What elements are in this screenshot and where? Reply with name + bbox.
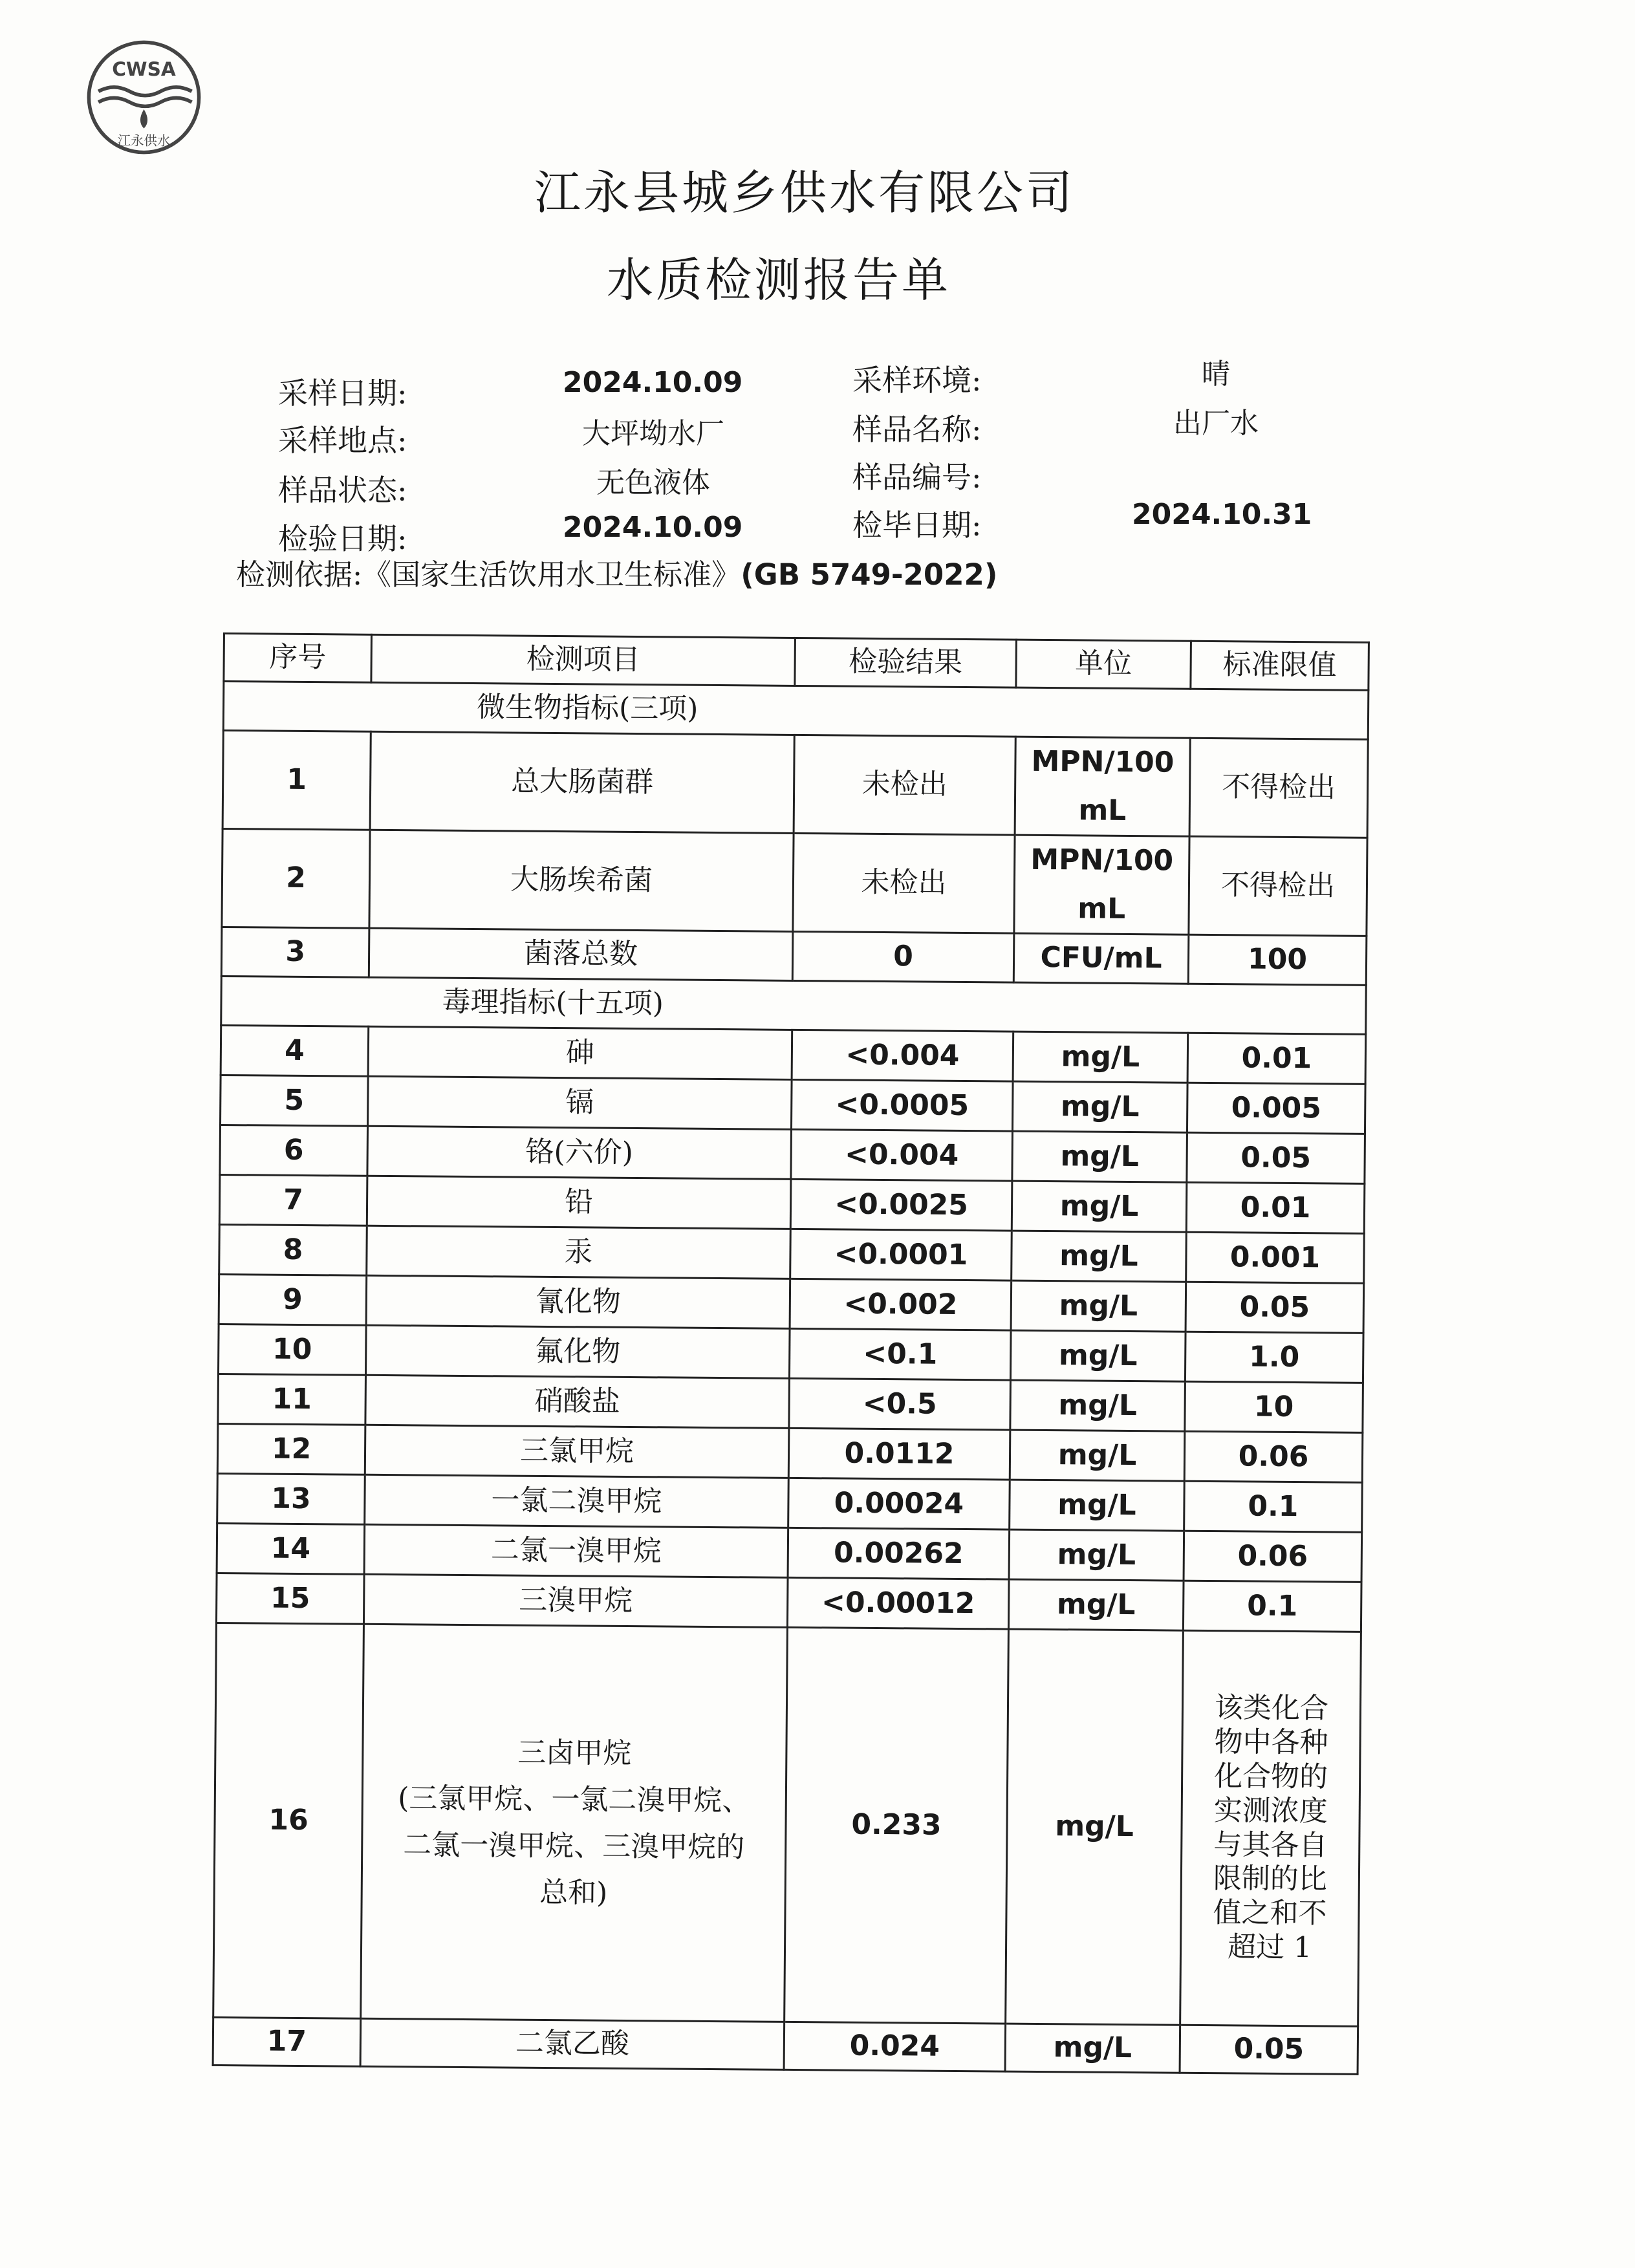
row-item: 砷 [368, 1026, 792, 1079]
row-unit: mg/L [1009, 1529, 1184, 1581]
row-limit: 0.06 [1184, 1531, 1362, 1582]
row-result: <0.1 [789, 1328, 1011, 1380]
basis-standard: 《国家生活饮用水卫生标准》 [362, 557, 741, 592]
results-table [212, 632, 1370, 2075]
section-toxicology: 毒理指标(十五项) [221, 976, 1367, 1034]
finish-date-value: 2024.10.31 [1132, 498, 1312, 531]
row-unit [1014, 835, 1189, 934]
row-unit: CFU/mL [1013, 933, 1189, 984]
row-unit [1015, 737, 1190, 836]
row-unit: mg/L [1011, 1280, 1186, 1332]
row-result: <0.002 [790, 1279, 1012, 1330]
row-limit: 100 [1188, 934, 1367, 985]
row-result: 未检出 [794, 735, 1015, 835]
row-no: 9 [219, 1274, 367, 1325]
row-no: 3 [221, 927, 369, 977]
row-result: <0.0001 [790, 1229, 1012, 1280]
row-item: 一氯二溴甲烷 [365, 1474, 789, 1528]
test-date-label: 检验日期: [278, 521, 407, 556]
limit-line: 实测浓度 [1213, 1793, 1328, 1828]
table-row [219, 1274, 1364, 1333]
section-microbial: 微生物指标(三项) [223, 682, 1369, 740]
table-row [219, 1224, 1365, 1283]
item-line: 总和) [539, 1875, 608, 1910]
row-result: 0.024 [784, 2022, 1006, 2071]
sampling-date-label: 采样日期: [278, 376, 407, 411]
row-item: 氟化物 [365, 1325, 790, 1378]
row-result: 0.233 [785, 1627, 1009, 2024]
row-limit: 不得检出 [1189, 738, 1368, 837]
row-unit: mg/L [1010, 1430, 1185, 1481]
limit-line: 该类化合 [1214, 1691, 1329, 1725]
unit-line: MPN/100 [1031, 744, 1175, 779]
table-header-row [224, 634, 1369, 691]
limit-line: 限制的比 [1213, 1862, 1328, 1896]
environment-label: 采样环境: [852, 363, 982, 398]
row-no: 8 [219, 1224, 367, 1275]
row-unit: mg/L [1010, 1480, 1185, 1531]
header-result: 检验结果 [795, 638, 1017, 687]
state-value: 无色液体 [596, 466, 710, 499]
row-limit: 0.005 [1187, 1083, 1365, 1134]
row-unit: mg/L [1010, 1330, 1186, 1381]
table-row [221, 1025, 1366, 1084]
row-no: 7 [219, 1174, 367, 1226]
row-no: 17 [213, 2017, 361, 2066]
table-row [218, 1324, 1363, 1383]
row-item: 铅 [367, 1176, 791, 1229]
row-no: 10 [218, 1324, 366, 1375]
row-no: 1 [222, 731, 371, 830]
table-row [217, 1523, 1362, 1582]
svg-text:CWSA: CWSA [112, 58, 176, 81]
table-row [213, 2017, 1358, 2074]
row-limit: 不得检出 [1189, 836, 1367, 936]
sampling-date-value: 2024.10.09 [563, 366, 743, 399]
row-unit: mg/L [1012, 1231, 1187, 1282]
row-item: 二氯一溴甲烷 [364, 1524, 788, 1577]
cwsa-logo-icon [84, 38, 204, 157]
company-title: 江永县城乡供水有限公司 [534, 166, 1075, 220]
table-row [213, 1623, 1361, 2026]
state-label: 样品状态: [278, 473, 407, 508]
row-unit: mg/L [1012, 1131, 1187, 1182]
item-line: (三氯甲烷、一氯二溴甲烷、 [398, 1781, 751, 1817]
table-row [217, 1473, 1363, 1532]
limit-line: 物中各种 [1214, 1725, 1328, 1760]
unit-line: mL [1077, 891, 1126, 925]
row-limit: 0.05 [1187, 1132, 1365, 1183]
item-line: 二氯一溴甲烷、三溴甲烷的 [403, 1828, 745, 1864]
row-no: 5 [221, 1075, 369, 1126]
table-row [222, 731, 1368, 838]
row-item: 二氯乙酸 [360, 2018, 785, 2069]
row-item [361, 1624, 788, 2022]
section-row [223, 682, 1369, 740]
report-title: 水质检测报告单 [606, 253, 951, 307]
test-basis [236, 551, 997, 593]
header-item: 检测项目 [371, 634, 796, 686]
header-limit: 标准限值 [1191, 641, 1369, 690]
row-result: 0 [792, 931, 1014, 982]
location-label: 采样地点: [278, 423, 407, 458]
row-no: 6 [220, 1125, 368, 1176]
row-unit: mg/L [1006, 1629, 1184, 2025]
row-no: 12 [217, 1423, 365, 1474]
test-date-value: 2024.10.09 [563, 511, 743, 544]
row-result: 0.00262 [788, 1528, 1010, 1579]
header-no: 序号 [224, 634, 372, 683]
row-item: 三溴甲烷 [363, 1574, 788, 1627]
row-result: <0.004 [792, 1030, 1013, 1081]
row-result: <0.00012 [787, 1577, 1009, 1629]
sample-name-label: 样品名称: [852, 412, 982, 447]
row-item: 氰化物 [366, 1275, 790, 1328]
basis-label: 检测依据: [236, 557, 363, 592]
limit-line: 超过 1 [1227, 1930, 1312, 1965]
row-no: 14 [217, 1523, 365, 1574]
row-item: 三氯甲烷 [365, 1425, 789, 1478]
row-result: 0.0112 [788, 1428, 1010, 1480]
table-row [221, 1075, 1366, 1134]
table-row [222, 829, 1367, 936]
sample-no-label: 样品编号: [852, 460, 982, 495]
row-limit: 0.01 [1186, 1182, 1365, 1233]
row-result: <0.5 [789, 1378, 1011, 1430]
row-item: 菌落总数 [369, 928, 793, 980]
row-limit: 0.05 [1180, 2025, 1358, 2074]
row-unit: mg/L [1008, 1579, 1184, 1630]
limit-line: 与其各自 [1213, 1828, 1328, 1862]
row-limit: 1.0 [1185, 1332, 1363, 1383]
row-result: <0.0025 [790, 1179, 1012, 1231]
header-unit: 单位 [1016, 640, 1191, 689]
row-unit: mg/L [1012, 1081, 1187, 1132]
table-row [219, 1174, 1365, 1233]
row-no: 11 [218, 1374, 366, 1425]
row-limit: 0.1 [1184, 1481, 1363, 1532]
limit-line: 化合物的 [1213, 1759, 1328, 1794]
row-unit: mg/L [1010, 1380, 1186, 1431]
svg-text:江永供水: 江永供水 [117, 133, 171, 149]
row-no: 15 [216, 1573, 364, 1624]
limit-line: 值之和不 [1213, 1896, 1327, 1930]
row-item: 硝酸盐 [365, 1375, 790, 1428]
basis-code: (GB 5749-2022) [741, 557, 998, 592]
row-result: <0.0005 [791, 1079, 1013, 1131]
row-item: 大肠埃希菌 [369, 830, 794, 931]
row-item: 总大肠菌群 [370, 731, 794, 833]
location-value: 大坪坳水厂 [582, 417, 724, 450]
sample-name-value: 出厂水 [1173, 407, 1259, 440]
row-item: 铬(六价) [367, 1126, 792, 1179]
row-result: 0.00024 [788, 1478, 1010, 1529]
unit-line: mL [1078, 793, 1127, 827]
row-unit: mg/L [1005, 2024, 1180, 2073]
row-item: 汞 [367, 1226, 791, 1279]
table-row [217, 1423, 1363, 1482]
row-no: 4 [221, 1025, 369, 1076]
table-row [218, 1374, 1363, 1432]
row-unit: mg/L [1012, 1181, 1187, 1232]
row-limit: 0.001 [1186, 1232, 1365, 1283]
row-limit: 0.06 [1184, 1431, 1363, 1482]
row-limit [1180, 1630, 1361, 2026]
section-row [221, 976, 1367, 1034]
row-limit: 0.1 [1183, 1581, 1361, 1632]
table-row [220, 1125, 1365, 1183]
unit-line: MPN/100 [1030, 843, 1174, 878]
table-row [216, 1573, 1361, 1632]
row-limit: 0.01 [1187, 1033, 1366, 1084]
item-line: 三卤甲烷 [517, 1736, 632, 1770]
row-no: 2 [222, 829, 370, 929]
row-item: 镉 [368, 1076, 792, 1129]
row-limit: 10 [1185, 1381, 1363, 1432]
row-result: 未检出 [793, 833, 1015, 933]
row-limit: 0.05 [1186, 1282, 1364, 1333]
row-unit: mg/L [1013, 1031, 1188, 1083]
row-result: <0.004 [791, 1129, 1013, 1181]
environment-value: 晴 [1202, 358, 1230, 391]
finish-date-label: 检毕日期: [852, 508, 982, 543]
row-no: 16 [213, 1623, 364, 2018]
table-row [221, 927, 1367, 985]
row-no: 13 [217, 1473, 365, 1524]
